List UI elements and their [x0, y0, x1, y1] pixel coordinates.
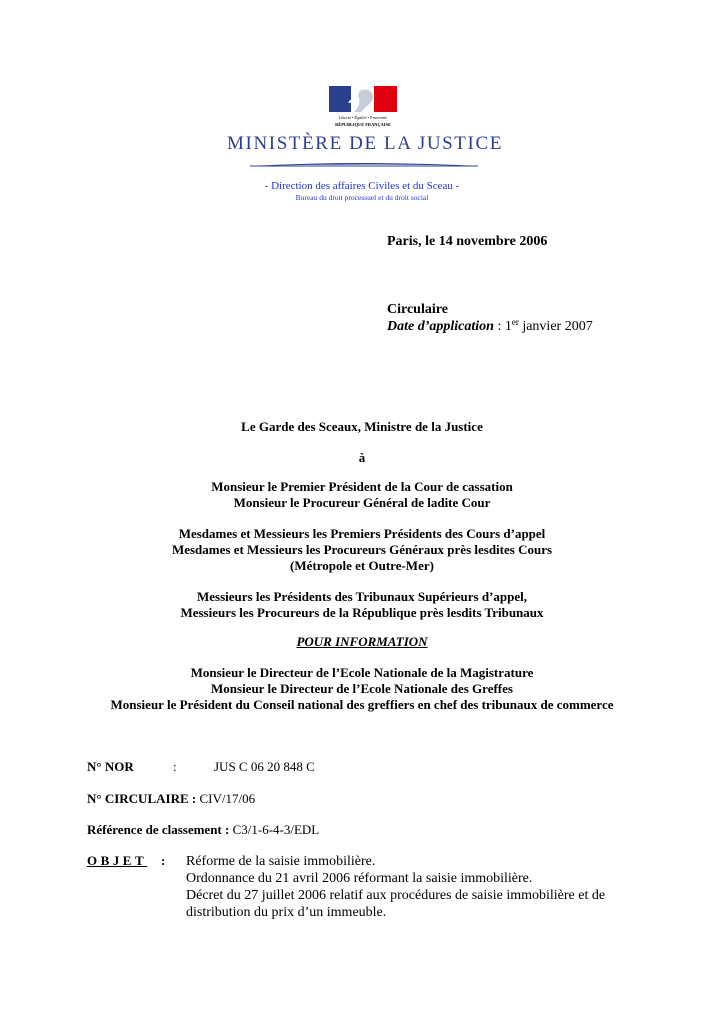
objet-label: OBJET [87, 853, 148, 868]
classification-value: C3/1-6-4-3/EDL [229, 822, 320, 837]
to-word: à [358, 450, 366, 465]
addressee-line: Monsieur le Premier Président de la Cour de cassation [211, 479, 513, 494]
sender: Le Garde des Sceaux, Ministre de la Justice [241, 419, 483, 434]
circulaire-value: CIV/17/06 [196, 791, 256, 806]
objet-line: Réforme de la saisie immobilière. [186, 854, 376, 869]
direction-line: - Direction des affaires Civiles et du Sceau - [264, 180, 460, 192]
application-rest: janvier 2007 [518, 319, 593, 334]
addressee-group-2 [60, 526, 664, 574]
addressee-line: Monsieur le Procureur Général de ladite Cour [233, 495, 491, 510]
logo-republic: RÉPUBLIQUE FRANÇAISE [335, 122, 391, 127]
objet-text [186, 853, 646, 921]
application-sup: er [511, 317, 519, 327]
nor-separator: : [173, 759, 177, 774]
ministry-title-rule [250, 160, 478, 170]
addressee-line: Mesdames et Messieurs les Procureurs Généraux près lesdites Cours [171, 542, 553, 557]
logo-motto: Liberté • Égalité • Fraternité [338, 115, 388, 120]
circulaire-label: N° CIRCULAIRE : [87, 791, 197, 806]
application-label: Date d’application [387, 319, 494, 334]
addressee-line: Messieurs les Procureurs de la République près lesdits Tribunaux [180, 605, 544, 620]
addressee-line: Messieurs les Présidents des Tribunaux Supérieurs d’appel, [197, 589, 527, 604]
doc-type: Circulaire [387, 302, 448, 317]
circulaire-number [87, 791, 255, 807]
addressee-line: Mesdames et Messieurs les Premiers Présidents des Cours d’appel [178, 526, 546, 541]
classification-reference [87, 822, 319, 838]
addressee-line: (Métropole et Outre-Mer) [290, 558, 434, 573]
application-sep: : 1 [493, 319, 512, 334]
nor-label: N° NOR [87, 759, 134, 774]
objet-line: Ordonnance du 21 avril 2006 réformant la saisie immobilière. [186, 871, 533, 886]
place-date: Paris, le 14 novembre 2006 [387, 234, 548, 249]
application-date [387, 319, 593, 335]
info-addressee-line: Monsieur le Directeur de l’Ecole Nationale de la Magistrature [190, 665, 534, 680]
bureau-line: Bureau du droit processuel et du droit social [295, 193, 429, 202]
objet-separator: : [161, 853, 166, 868]
addressee-group-1 [60, 479, 664, 511]
objet-line: Décret du 27 juillet 2006 relatif aux procédures de saisie immobilière et de [186, 888, 606, 903]
for-information-group [60, 665, 664, 713]
marianne-logo [328, 86, 398, 132]
addressee-group-3 [60, 589, 664, 621]
objet-line: distribution du prix d’un immeuble. [186, 905, 387, 920]
ministry-title: MINISTÈRE DE LA JUSTICE [227, 133, 503, 154]
info-addressee-line: Monsieur le Président du Conseil national des greffiers en chef des tribunaux de commerce [110, 697, 614, 712]
info-addressee-line: Monsieur le Directeur de l’Ecole Nationale des Greffes [211, 681, 513, 696]
for-information-heading: POUR INFORMATION [296, 634, 428, 649]
nor-value: JUS C 06 20 848 C [214, 759, 315, 774]
classification-label: Référence de classement : [87, 822, 230, 837]
